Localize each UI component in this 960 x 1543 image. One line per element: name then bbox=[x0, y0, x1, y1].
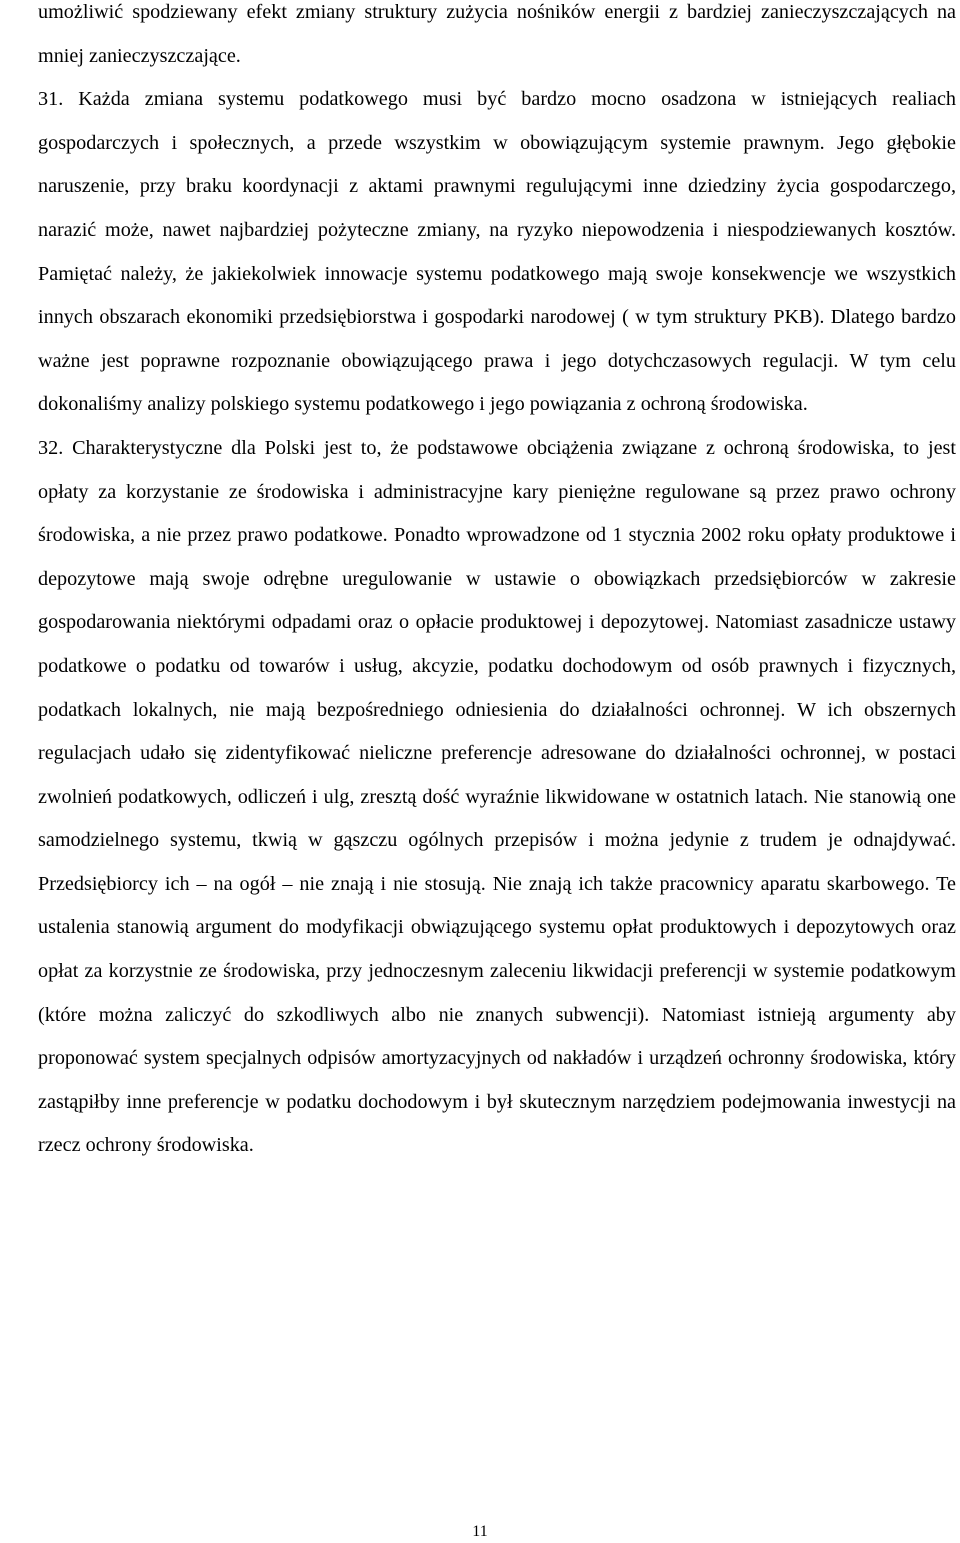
continuation-paragraph: umożliwić spodziewany efekt zmiany struktury zużycia nośników energii z bardziej zanieczyszczających na mniej zanieczyszczające. bbox=[38, 1, 956, 67]
paragraph-32 bbox=[38, 427, 956, 1168]
paragraph-text: Charakterystyczne dla Polski jest to, że podstawowe obciążenia związane z ochroną środowiska, to jest opłaty za korzystanie ze środowiska i administracyjne kary pieniężne regulowane są przez prawo ochrony środowiska, a nie przez prawo podatkowe. Ponadto wprowadzone od 1 stycznia 2002 roku opłaty produktowe i depozytowe mają swoje odrębne uregulowanie w ustawie o obowiązkach przedsiębiorców w zakresie gospodarowania niektórymi odpadami oraz o opłacie produktowej i depozytowej. Natomiast zasadnicze ustawy podatkowe o podatku od towarów i usług, akcyzie, podatku dochodowym od osób prawnych i fizycznych, podatkach lokalnych, nie mają bezpośredniego odniesienia do działalności ochronnej. W ich obszernych regulacjach udało się zidentyfikować nieliczne preferencje adresowane do działalności ochronnej, w postaci zwolnień podatkowych, odliczeń i ulg, zresztą dość wyraźnie likwidowane w ostatnich latach. Nie stanowią one samodzielnego systemu, tkwią w gąszczu ogólnych przepisów i można jedynie z trudem je odnajdywać. Przedsiębiorcy ich – na ogół – nie znają i nie stosują. Nie znają ich także pracownicy aparatu skarbowego. Te ustalenia stanowią argument do modyfikacji obwiązującego systemu opłat produktowych i depozytowych oraz opłat za korzystnie ze środowiska, przy jednoczesnym zaleceniu likwidacji preferencji w systemie podatkowym (które można zaliczyć do szkodliwych albo nie znanych subwencji). Natomiast istnieją argumenty aby proponować system specjalnych odpisów amortyzacyjnych od nakładów i urządzeń ochronny środowiska, który zastąpiłby inne preferencje w podatku dochodowym i był skutecznym narzędziem podejmowania inwestycji na rzecz ochrony środowiska. bbox=[38, 436, 957, 1157]
paragraph-number: 31. bbox=[38, 88, 64, 111]
paragraph-number: 32. bbox=[38, 436, 64, 459]
paragraph-text: Każda zmiana systemu podatkowego musi być bardzo mocno osadzona w istniejących realiach gospodarczych i społecznych, a przede wszystkim w obowiązującym systemie prawnym. Jego głębokie naruszenie, przy braku koordynacji z aktami prawnymi regulującymi inne dziedziny życia gospodarczego, narazić może, nawet najbardziej pożyteczne zmiany, na ryzyko niepowodzenia i niespodziewanych kosztów. Pamiętać należy, że jakiekolwiek innowacje systemu podatkowego mają swoje konsekwencje we wszystkich innych obszarach ekonomiki przedsiębiorstwa i gospodarki narodowej ( w tym struktury PKB). Dlatego bardzo ważne jest poprawne rozpoznanie obowiązującego prawa i jego dotychczasowych regulacji. W tym celu dokonaliśmy analizy polskiego systemu podatkowego i jego powiązania z ochroną środowiska. bbox=[38, 88, 957, 416]
page-number: 11 bbox=[472, 1523, 488, 1540]
paragraph-31 bbox=[38, 78, 956, 427]
document-page bbox=[38, 0, 956, 1168]
